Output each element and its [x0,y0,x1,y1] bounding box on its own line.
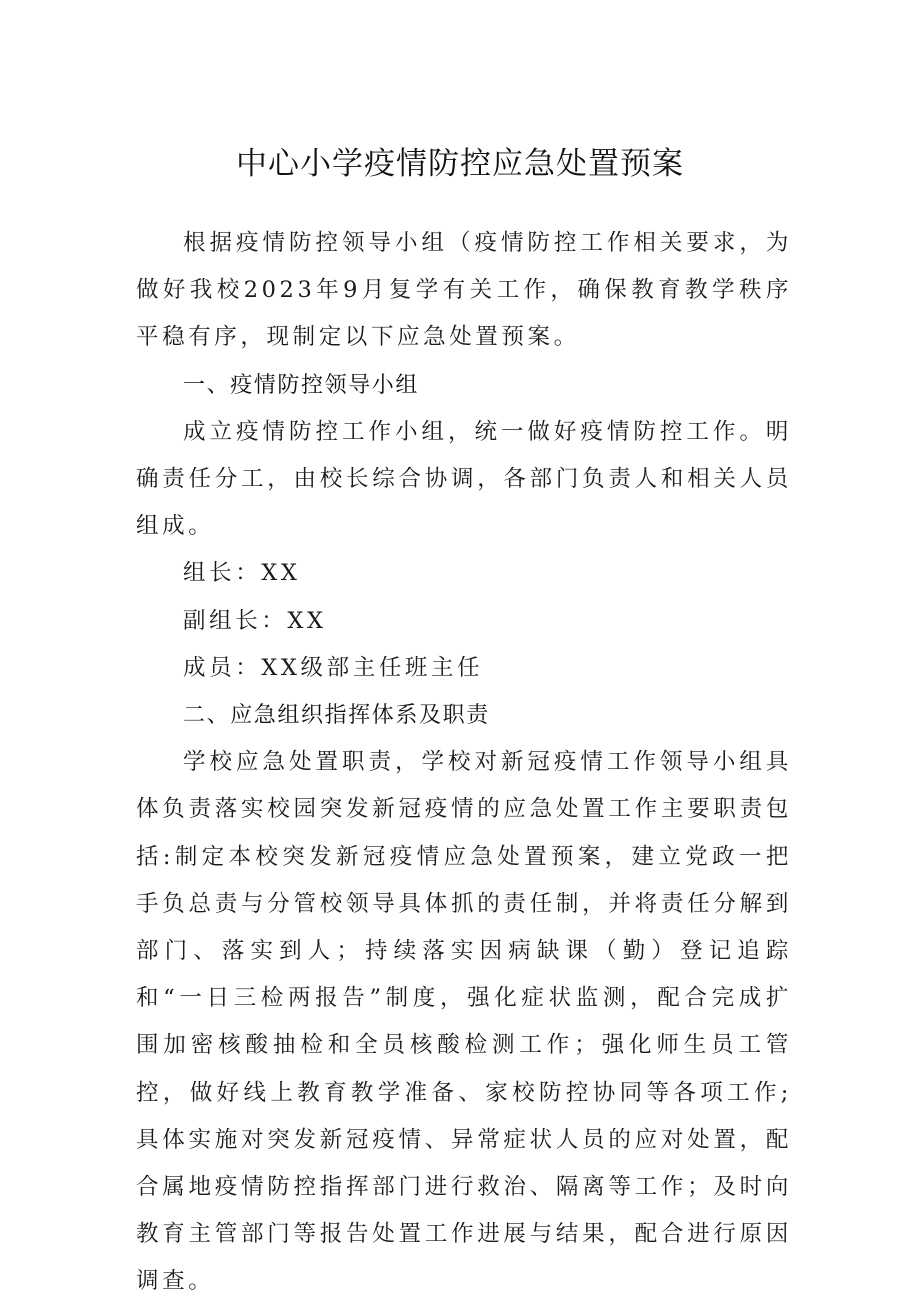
section-1-heading: 一、疫情防控领导小组 [183,372,420,398]
members-line: 成员：XX级部主任班主任 [183,654,484,681]
section-2-paragraph: 学校应急处置职责，学校对新冠疫情工作领导小组具体负责落实校园突发新冠疫情的应急处置工作主要职责包括:制定本校突发新冠疫情应急处置预案，建立党政一把手负总责与分管校领导具体抓的责任制，并将责任分解到部门、落实到人；持续落实因病缺课（勤）登记追踪和“一日三检两报告”制度，强化症状监测，配合完成扩围加密核酸抽检和全员核酸检测工作；强化师生员工管控，做好线上教育教学准备、家校防控协同等各项工作;具体实施对突发新冠疫情、异常症状人员的应对处置，配合属地疫情防控指挥部门进行救治、隔离等工作；及时向教育主管部门等报告处置工作进展与结果，配合进行原因调查。 [136,749,792,1295]
document-title: 中心小学疫情防控应急处置预案 [236,146,684,182]
section-2-heading: 二、应急组织指挥体系及职责 [183,703,490,729]
section-1-paragraph: 成立疫情防控工作小组，统一做好疫情防控工作。明确责任分工，由校长综合协调，各部门负责人和相关人员组成。 [136,418,792,540]
leader-line: 组长：XX [183,560,301,587]
deputy-leader-line: 副组长：XX [183,607,327,634]
intro-paragraph: 根据疫情防控领导小组（疫情防控工作相关要求，为做好我校2023年9月复学有关工作，确保教育教学秩序平稳有序，现制定以下应急处置预案。 [136,230,792,351]
document-body [136,220,792,1306]
